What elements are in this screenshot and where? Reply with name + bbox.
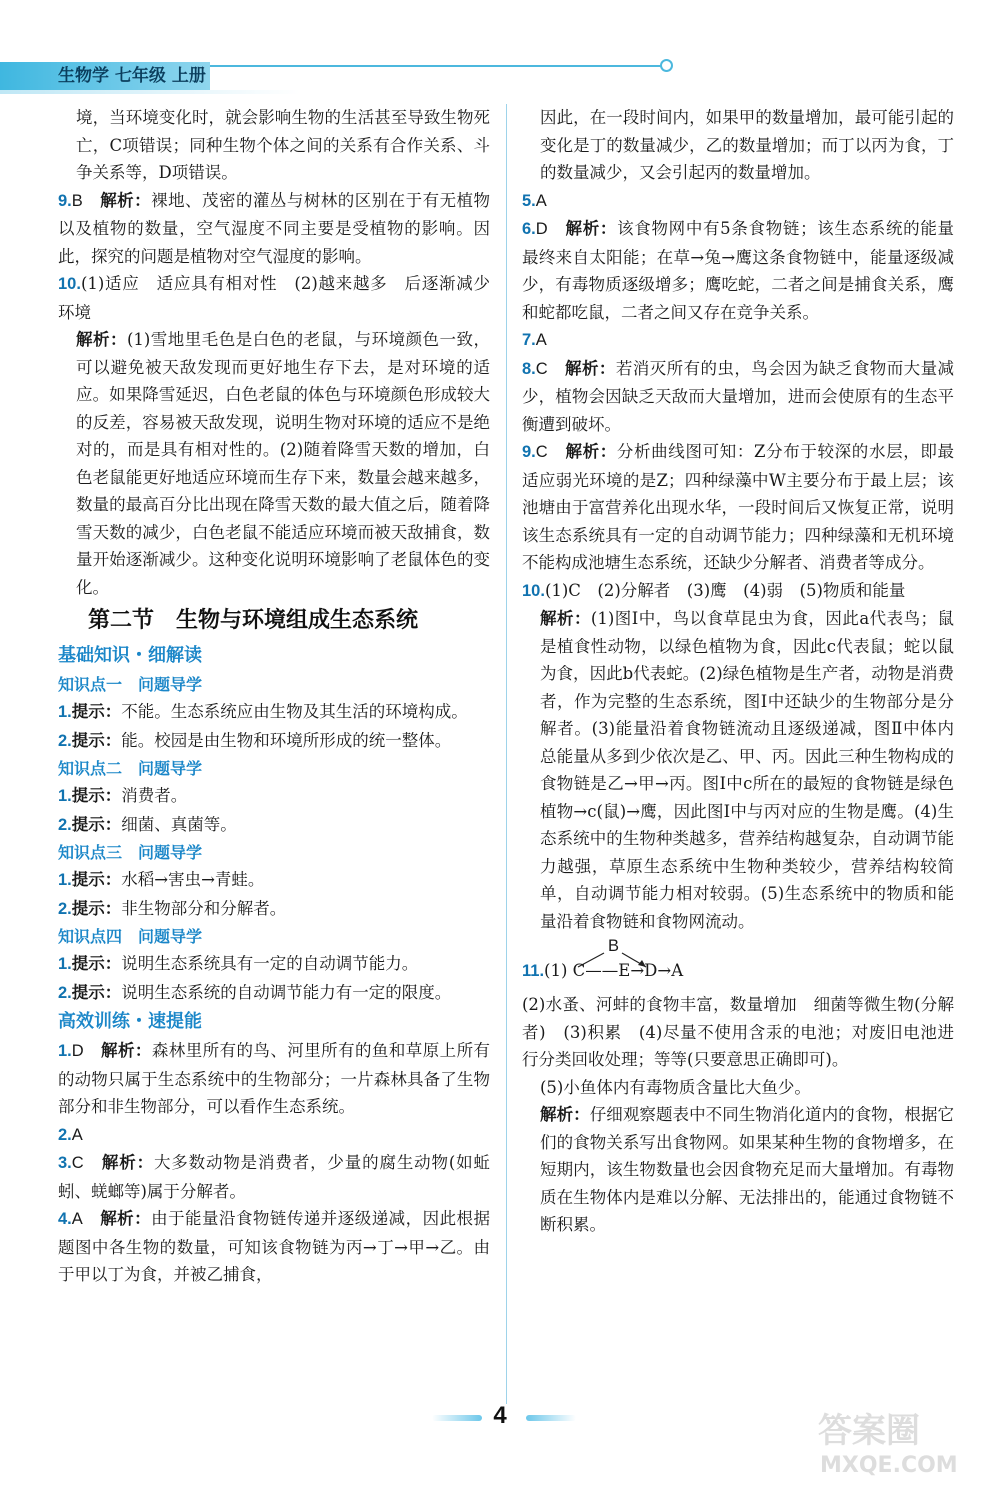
column-divider [506, 104, 507, 1404]
knowledge-point-3-heading: 知识点三 问题导学 [58, 843, 203, 862]
answer-10: 10.(1)C (2)分解者 (3)鹰 (4)弱 (5)物质和能量 [522, 580, 906, 600]
food-chain: (1) C——E→D→A [544, 961, 684, 980]
list-item: 2.提示：细菌、真菌等。 [58, 814, 237, 834]
training-answer-1: 1.D 解析：森林里所有的鸟、河里所有的鱼和草原上所有的动物只属于生态系统中的生物部分；一片森林具备了生物部分和非生物部分，可以看作生态系统。 [58, 1041, 491, 1116]
answer-9: 9.B 解析：裸地、茂密的灌丛与树林的区别在于有无植物以及植物的数量，空气湿度不同主要是受植物的影响。因此，探究的问题是植物对空气湿度的影响。 [58, 190, 491, 266]
chain-node-b: B [608, 937, 620, 955]
left-column [58, 104, 507, 1289]
header-dot-icon [660, 59, 673, 72]
list-item: 1.提示：不能。生态系统应由生物及其生活的环境构成。 [58, 702, 468, 721]
food-chain-diagram: B 11.(1) C——E→D→A [522, 935, 954, 995]
list-item: 1.提示：消费者。 [58, 786, 188, 805]
list-item: 2.提示：说明生态系统的自动调节能力有一定的限度。 [58, 982, 452, 1002]
answer-11: (2)水蚤、河蚌的食物丰富，数量增加 细菌等微生物(分解者) (3)积累 (4)尽量不使用含汞的电池；对废旧电池进行分类回收处理；等等(只要意思正确即可)。 [522, 995, 954, 1069]
knowledge-point-4-heading: 知识点四 问题导学 [58, 927, 203, 946]
training-answer-3: 3.C 解析：大多数动物是消费者，少量的腐生动物(如蚯蚓、蜣螂等)属于分解者。 [58, 1153, 491, 1201]
watermark-logo-text: 答案圈 [818, 1411, 920, 1451]
continued-text: 因此，在一段时间内，如果甲的数量增加，最可能引起的变化是丁的数量减少，乙的数量增加；而丁以丙为食，丁的数量减少，又会引起丙的数量增加。 [540, 108, 954, 182]
header-underline [0, 90, 300, 94]
list-item: 1.提示：水稻→害虫→青蛙。 [58, 870, 265, 889]
knowledge-point-1-heading: 知识点一 问题导学 [58, 675, 203, 694]
right-column [522, 104, 954, 1239]
answer-10-analysis: 解析：(1)雪地里毛色是白色的老鼠，与环境颜色一致，可以避免被天敌发现而更好地生存下去，是对环境的适应。如果降雪延迟，白色老鼠的体色与环境颜色形成较大的反差，容易被天敌发现，说明生物对环境的适应不是绝对的，而是具有相对性的。(2)随着降雪天数的增加，白色老鼠能更好地适应环境而生存下来，数量会越来越多，数量的最高百分比出现在降雪天数的最大值之后，随着降雪天数的减少，白色老鼠不能适应环境而被天敌捕食，数量开始逐渐减少。这种变化说明环境影响了老鼠体色的变化。 [76, 330, 490, 597]
watermark-site: MXQE.COM [820, 1453, 958, 1478]
page-number: 4 [493, 1402, 507, 1429]
basic-knowledge-heading: 基础知识・细解读 [58, 645, 202, 666]
list-item: 1.提示：说明生态系统具有一定的自动调节能力。 [58, 954, 419, 973]
training-answer-2: 2.A [58, 1125, 83, 1144]
answer-10-analysis: 解析：(1)图Ⅰ中，鸟以食草昆虫为食，因此a代表鸟；鼠是植食性动物，以绿色植物为食，因此c代表鼠；蛇以鼠为食，因此b代表蛇。(2)绿色植物是生产者，动物是消费者，作为完整的生态系统，图Ⅰ中还缺少的生物部分是分解者。(3)能量沿着食物链流动且逐级递减，图Ⅱ中体内总能量从多到少依次是乙、甲、丙。因此三种生物构成的食物链是乙→甲→丙。图Ⅰ中c所在的最短的食物链是绿色植物→c(鼠)→鹰，因此图Ⅰ中与丙对应的生物是鹰。(4)生态系统中的生物种类越多，营养结构越复杂，自动调节能力越强，草原生态系统中生物种类较少，营养结构较简单，自动调节能力相对较弱。(5)生态系统中的物质和能量沿着食物链和食物网流动。 [540, 609, 955, 931]
continued-text: 境，当环境变化时，就会影响生物的生活甚至导致生物死亡，C项错误；同种生物个体之间的关系有合作关系、斗争关系等，D项错误。 [76, 108, 490, 182]
knowledge-point-2-heading: 知识点二 问题导学 [58, 759, 203, 778]
watermark-logo [812, 1398, 982, 1478]
answer-5: 5.A [522, 191, 547, 210]
answer-10: 10.(1)适应 适应具有相对性 (2)越来越多 后逐渐减少 环境 [58, 274, 507, 322]
answer-8: 8.C 解析：若消灭所有的虫，鸟会因为缺乏食物而大量减少，植物会因缺乏天敌而大量增加，进而会使原有的生态平衡遭到破坏。 [522, 358, 955, 434]
answer-7: 7.A [522, 331, 547, 349]
answer-6: 6.D 解析：该食物网中有5条食物链；该生态系统的能量最终来自太阳能；在草→兔→鹰这条食物链中，能量逐级减少，有毒物质逐级增多；鹰吃蛇，二者之间是捕食关系，鹰和蛇都吃鼠，二者之间又存在竞争关系。 [522, 219, 955, 322]
list-item: 2.提示：非生物部分和分解者。 [58, 898, 287, 918]
training-heading: 高效训练・速提能 [58, 1011, 202, 1032]
list-item: 2.提示：能。校园是由生物和环境所形成的统一整体。 [58, 730, 452, 750]
book-title: 生物学 七年级 上册 [58, 66, 206, 86]
page-number-decoration-right [526, 1415, 576, 1421]
training-answer-4: 4.A 解析：由于能量沿食物链传递并逐级递减，因此根据题图中各生物的数量，可知该食物链为丙→丁→甲→乙。由于甲以丁为食，并被乙捕食， [58, 1209, 491, 1284]
answer-9: 9.C 解析：分析曲线图可知：Z分布于较深的水层，即最适应弱光环境的是Z；四种绿藻中W主要分布于最上层；该池塘由于富营养化出现水华，一段时间后又恢复正常，说明该生态系统具有一定的自动调节能力；四种绿藻和无机环境不能构成池塘生态系统，还缺少分解者、消费者等成分。 [522, 442, 955, 572]
section-title: 第二节 生物与环境组成生态系统 [88, 608, 419, 633]
answer-11-part5: (5)小鱼体内有毒物质含量比大鱼少。 [540, 1077, 811, 1097]
answer-11-analysis: 解析：仔细观察题表中不同生物消化道内的食物，根据它们的食物关系写出食物网。如果某种生物的食物增多，在短期内，该生物数量也会因食物充足而大量增加。有毒物质在生物体内是难以分解、无法排出的，能通过食物链不断积累。 [540, 1105, 954, 1234]
header-rule [210, 65, 662, 67]
